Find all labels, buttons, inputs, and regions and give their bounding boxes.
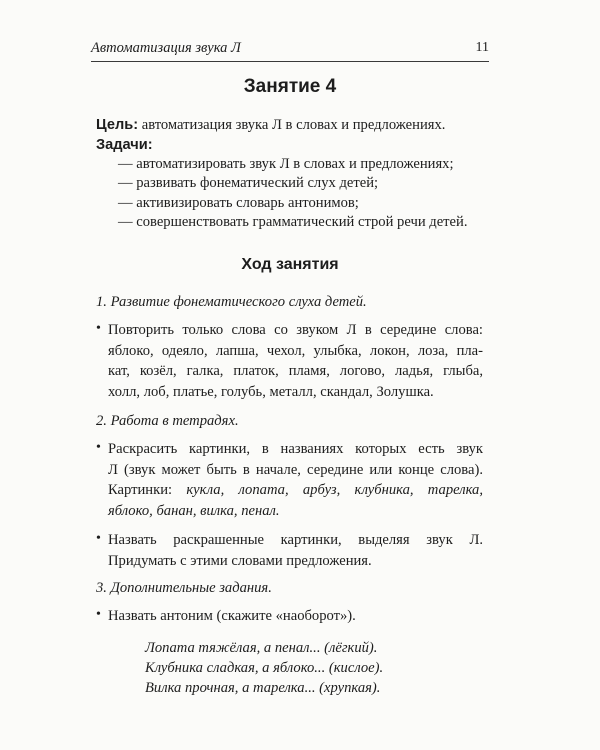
pictures-list: яблоко, банан, вилка, пенал. [108, 502, 280, 519]
paragraph-line: Раскрасить картинки, в названиях которых есть звук [108, 441, 483, 457]
bullet-paragraph [108, 530, 483, 571]
bullet-marker: • [96, 607, 101, 622]
pictures-line [108, 501, 483, 522]
pictures-label: Картинки: [108, 482, 187, 498]
goal-label: Цель: [96, 117, 139, 133]
paragraph-line: Придумать с этими словами предложения. [108, 552, 372, 569]
paragraph-line: Повторить только слова со звуком Л в середине слова: [108, 322, 483, 338]
paragraph-line: холл, лоб, платье, голубь, металл, скандал, Золушка. [108, 383, 434, 400]
header-rule [91, 61, 489, 62]
bullet-marker: • [96, 440, 101, 455]
section-heading: 3. Дополнительные задания. [96, 580, 272, 596]
bullet-paragraph [108, 439, 483, 521]
course-title: Ход занятия [241, 256, 339, 273]
task-item: — совершенствовать грамматический строй речи детей. [118, 214, 468, 230]
bullet-marker: • [96, 321, 101, 336]
example-sentence: Лопата тяжёлая, а пенал... (лёгкий). [145, 640, 378, 656]
example-sentence: Клубника сладкая, а яблоко... (кислое). [145, 660, 384, 676]
task-item: — развивать фонематический слух детей; [118, 175, 379, 191]
goal-line [96, 117, 445, 134]
running-header [91, 38, 489, 58]
tasks-label: Задачи: [96, 137, 153, 153]
pictures-list: кукла, лопата, арбуз, клубника, тарелка, [186, 482, 483, 498]
bullet-paragraph [108, 606, 483, 627]
page-number: 11 [475, 40, 489, 55]
pictures-line [108, 480, 483, 501]
running-title: Автоматизация звука Л [91, 40, 241, 56]
section-heading: 2. Работа в тетрадях. [96, 413, 239, 429]
task-item: — активизировать словарь антонимов; [118, 195, 359, 211]
paragraph-line: Л (звук может быть в начале, середине или конце слова). [108, 461, 483, 478]
paragraph-line: Назвать антоним (скажите «наоборот»). [108, 608, 356, 624]
bullet-paragraph [108, 320, 483, 402]
lesson-title: Занятие 4 [243, 76, 337, 97]
paragraph-line: кат, козёл, галка, платок, пламя, логово, ладья, глыба, [108, 363, 483, 379]
paragraph-line: Назвать раскрашенные картинки, выделяя звук Л. [108, 532, 483, 548]
bullet-marker: • [96, 531, 101, 546]
paragraph-line: яблоко, одеяло, лапша, чехол, улыбка, локон, лоза, пла- [108, 342, 483, 359]
goal-text: автоматизация звука Л в словах и предложениях. [138, 117, 446, 133]
example-sentence: Вилка прочная, а тарелка... (хрупкая). [145, 680, 381, 696]
task-item: — автоматизировать звук Л в словах и предложениях; [118, 156, 454, 172]
section-heading: 1. Развитие фонематического слуха детей. [96, 294, 367, 310]
